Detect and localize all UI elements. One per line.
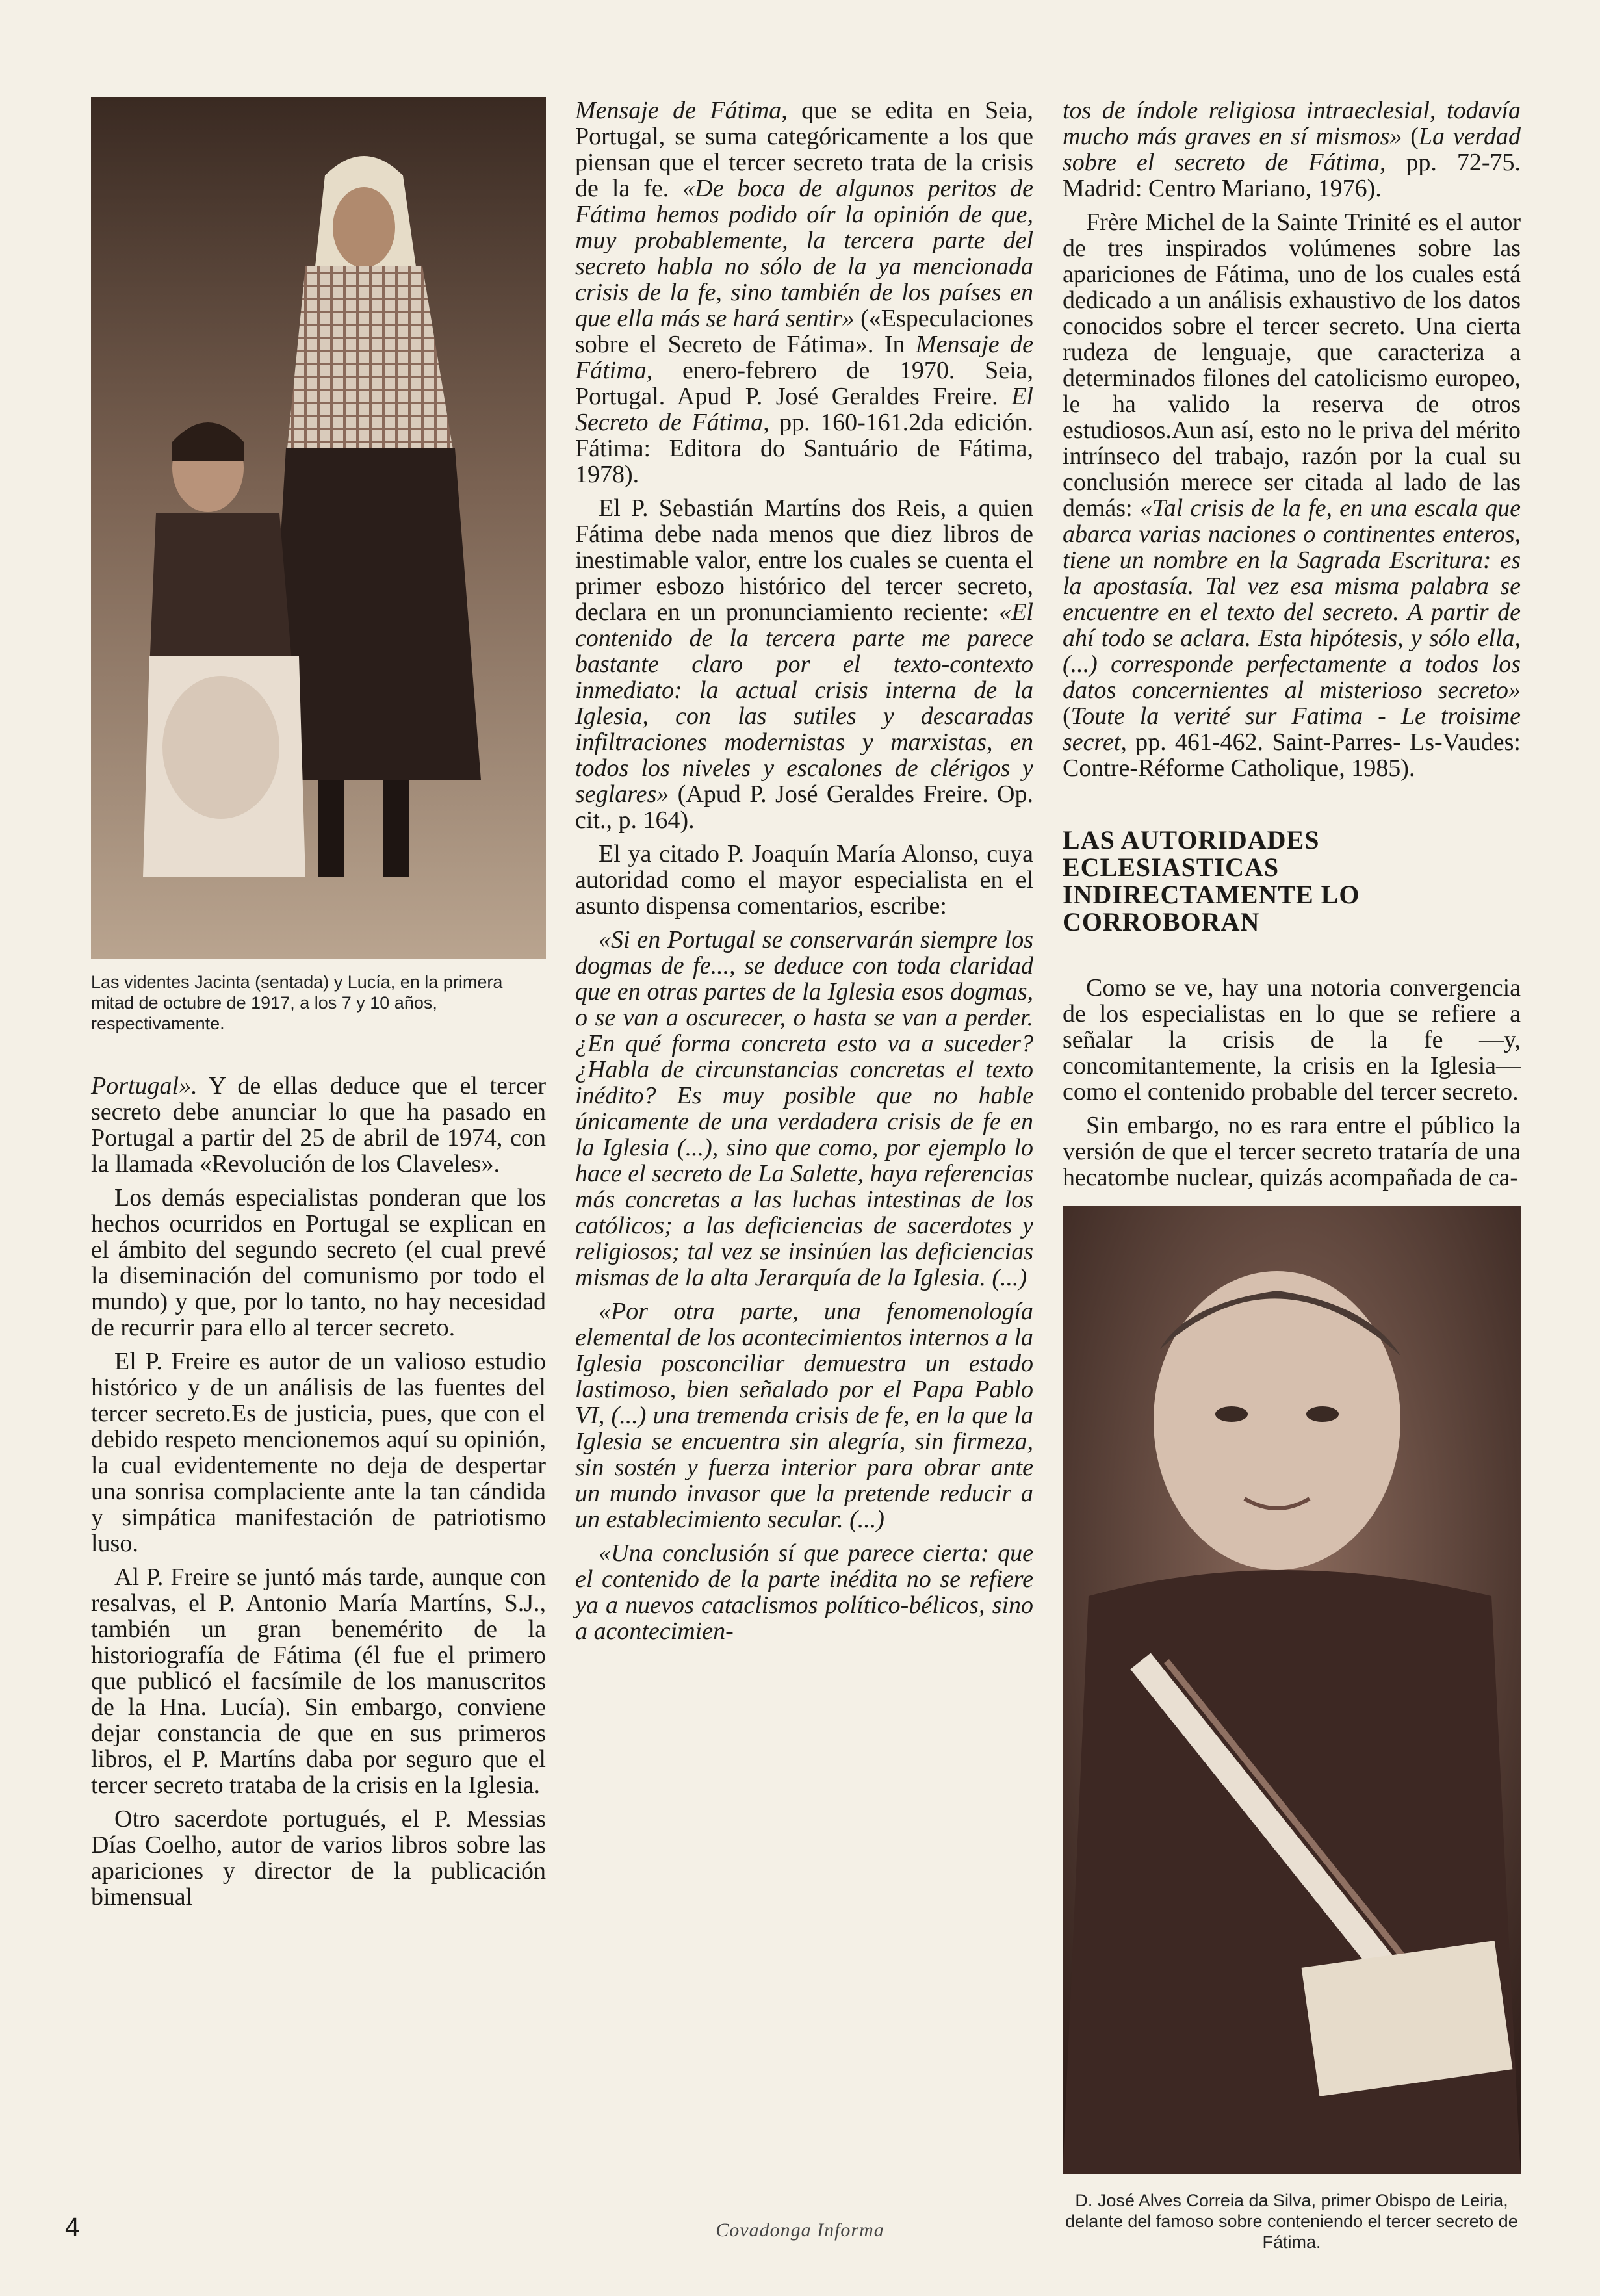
section-heading: LAS AUTORIDADES ECLESIASTICAS INDIRECTAMENTE LO CORROBORAN [1063,825,1360,936]
right-paragraph-1: tos de índole religiosa intraeclesial, todavía mucho más graves en sí mismos» (La verdad sobre el secreto de Fátima, pp. 72-75. Madrid: Centro Mariano, 1976). [1063,97,1521,202]
mid-quote-3: «Una conclusión sí que parece cierta: que el contenido de la parte inédita no se refiere ya a nuevos cataclismos político-bélicos, sino a acontecimien- [575,1540,1033,1645]
photo-jacinta-lucia [91,97,546,959]
left-column [91,97,546,1918]
middle-column [575,97,1033,1652]
page-number: 4 [65,2213,80,2241]
right-paragraph-3: Como se ve, hay una notoria convergencia de los especialistas en lo que se refiere a señalar la crisis de la fe —y, concomitantemente, la crisis en la Iglesia— como el contenido probable del tercer secreto. [1063,974,1521,1105]
photo1-caption: Las videntes Jacinta (sentada) y Lucía, en la primera mitad de octubre de 1917, a los 7 y 10 años, respectivamente. [91,972,503,1033]
mid-paragraph-3: El ya citado P. Joaquín María Alonso, cuya autoridad como el mayor especialista en el asunto dispensa comentarios, escribe: [575,840,1033,920]
photo-bishop [1063,1206,1521,2174]
photo2-caption: D. José Alves Correia da Silva, primer Obispo de Leiria, delante del famoso sobre conteniendo el tercer secreto de Fátima. [1065,2191,1518,2252]
left-paragraph-2: Los demás especialistas ponderan que los hechos ocurridos en Portugal se explican en el ámbito del segundo secreto (el cual prevé la diseminación del comunismo por todo el mundo) y que, por lo tanto, no hay necesidad de recurrir para ello al tercer secreto. [91,1184,546,1341]
left-paragraph-1: Portugal». Y de ellas deduce que el tercer secreto debe anunciar lo que ha pasado en Portugal a partir del 25 de abril de 1974, con la llamada «Revolución de los Claveles». [91,1072,546,1178]
left-paragraph-5: Otro sacerdote portugués, el P. Messias Días Coelho, autor de varios libros sobre las apariciones y director de la publicación bimensual [91,1805,546,1911]
left-paragraph-4: Al P. Freire se juntó más tarde, aunque con resalvas, el P. Antonio María Martíns, S.J., también un gran benemérito de la historiografía de Fátima (él fue el primero que publicó el facsímile de los manuscritos de la Hna. Lucía). Sin embargo, conviene dejar constancia de que en sus primeros libros, el P. Martíns daba por seguro que el tercer secreto trataba de la crisis en la Iglesia. [91,1564,546,1799]
mid-quote-1: «Si en Portugal se conservarán siempre los dogmas de fe..., se deduce con toda claridad que en otras partes de la Iglesia esos dogmas, o se van a oscurecer, o hasta se van a perder. ¿En qué forma concreta esto va a suceder? ¿Habla de circunstancias concretas el texto inédito? Es muy posible que no hable únicamente de una verdadera crisis de fe en la Iglesia (...), sino que como, por ejemplo lo hace el secreto de La Salette, haya referencias más concretas a las luchas intestinas de los católicos; a las deficiencias de sacerdotes y religiosos; tal vez se insinúen las deficiencias mismas de la alta Jerarquía de la Iglesia. (...) [575,926,1033,1291]
right-paragraph-2: Frère Michel de la Sainte Trinité es el autor de tres inspirados volúmenes sobre las apariciones de Fátima, uno de los cuales está dedicado a un análisis exhaustivo de los datos conocidos sobre el tercer secreto. Una cierta rudeza de lenguaje, que caracteriza a determinados filones del catolicismo europeo, le ha valido la reserva de otros estudiosos.Aun así, esto no le priva del mérito intrínseco del trabajo, razón por la cual su conclusión merece ser citada al lado de las demás: «Tal crisis de la fe, en una escala que abarca varias naciones o continentes enteros, tiene un nombre en la Sagrada Escritura: es la apostasía. Tal vez esa misma palabra se encuentre en el texto del secreto. A partir de ahí todo se aclara. Esta hipótesis, y sólo ella, (...) corresponde perfectamente a todos los datos concernientes al misterioso secreto» (Toute la verité sur Fatima - Le troisime secret, pp. 461-462. Saint-Parres- Ls-Vaudes: Contre-Réforme Catholique, 1985). [1063,209,1521,782]
footer-publication-title: Covadonga Informa [716,2219,884,2241]
mid-paragraph-1: Mensaje de Fátima, que se edita en Seia, Portugal, se suma categóricamente a los que piensan que el tercer secreto trata de la crisis de la fe. «De boca de algunos peritos de Fátima hemos podido oír la opinión de que, muy probablemente, la tercera parte del secreto habla no sólo de la ya mencionada crisis de la fe, sino también de los países en que ella más se hará sentir» («Especulaciones sobre el Secreto de Fátima». In Mensaje de Fátima, enero-febrero de 1970. Seia, Portugal. Apud P. José Geraldes Freire. El Secreto de Fátima, pp. 160-161.2da edición. Fátima: Editora do Santuário de Fátima, 1978). [575,97,1034,488]
left-paragraph-3: El P. Freire es autor de un valioso estudio histórico y de un análisis de las fuentes del tercer secreto.Es de justicia, pues, que con el debido respeto mencionemos aquí su opinión, la cual evidentemente no deja de despertar una sonrisa complaciente ante la tan cándida y simpática manifestación de patriotismo luso. [91,1348,546,1557]
right-column [1063,97,1521,2252]
mid-paragraph-2: El P. Sebastián Martíns dos Reis, a quien Fátima debe nada menos que diez libros de inestimable valor, entre los cuales se cuenta el primer esbozo histórico del tercer secreto, declara en un pronunciamiento reciente: «El contenido de la tercera parte me parece bastante claro por el texto-contexto inmediato: la actual crisis interna de la Iglesia, con las sutiles y descaradas infiltraciones modernistas y marxistas, en todos los niveles y escalones de clérigos y seglares» (Apud P. José Geraldes Freire. Op. cit., p. 164). [575,495,1033,834]
right-paragraph-4: Sin embargo, no es rara entre el público la versión de que el tercer secreto trataría de una hecatombe nuclear, quizás acompañada de ca- [1063,1112,1521,1191]
mid-quote-2: «Por otra parte, una fenomenología elemental de los acontecimientos internos a la Iglesia posconciliar demuestra un estado lastimoso, bien señalado por el Papa Pablo VI, (...) una tremenda crisis de fe, en la que la Iglesia se encuentra sin alegría, sin firmeza, sin sostén y fuerza interior para obrar ante un mundo invasor que la pretende reducir a un establecimiento secular. (...) [575,1298,1033,1533]
